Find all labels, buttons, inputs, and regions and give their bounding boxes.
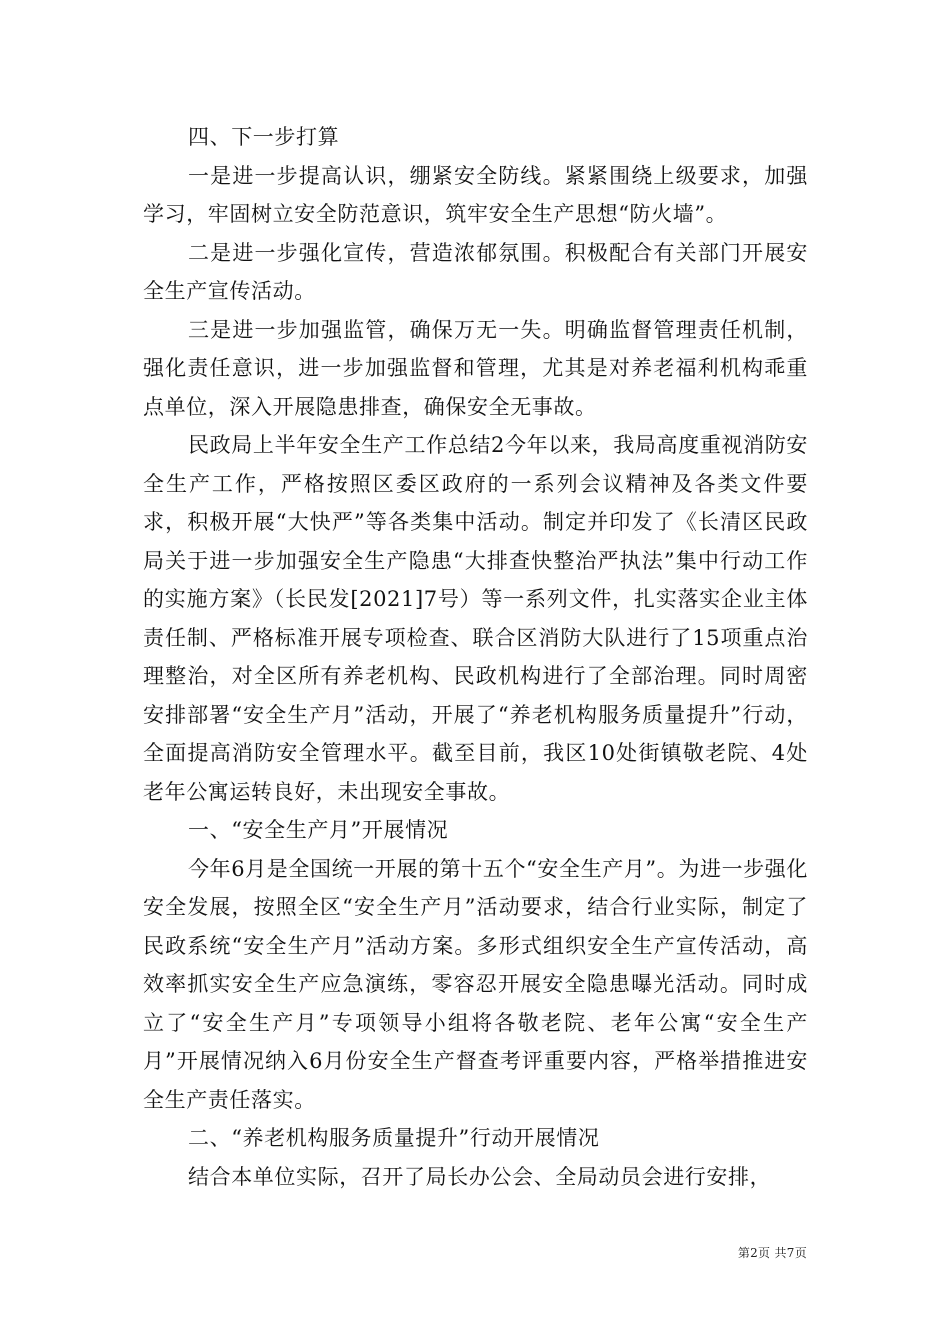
section-heading-next-steps: 四、下一步打算 bbox=[188, 125, 340, 149]
section-heading-safety-month: 一、“安全生产月”开展情况 bbox=[188, 818, 449, 842]
section-heading-service-quality: 二、“养老机构服务质量提升”行动开展情况 bbox=[188, 1126, 600, 1150]
document-body bbox=[143, 118, 808, 1196]
paragraph-safety-month: 今年6月是全国统一开展的第十五个“安全生产月”。为进一步强化安全发展，按照全区“安全生产月”活动要求，结合行业实际，制定了民政系统“安全生产月”活动方案。多形式组织安全生产宣传活动，高效率抓实安全生产应急演练，零容忍开展安全隐患曝光活动。同时成立了“安全生产月”专项领导小组将各敬老院、老年公寓“安全生产月”开展情况纳入6月份安全生产督查考评重要内容，严格举措推进安全生产责任落实。 bbox=[143, 856, 808, 1112]
paragraph-3: 三是进一步加强监管，确保万无一失。明确监督管理责任机制，强化责任意识，进一步加强监督和管理，尤其是对养老福利机构乖重点单位，深入开展隐患排查，确保安全无事故。 bbox=[143, 317, 808, 419]
paragraph-2: 二是进一步强化宣传，营造浓郁氛围。积极配合有关部门开展安全生产宣传活动。 bbox=[143, 240, 808, 303]
page-number: 第2页 共7页 bbox=[737, 1246, 807, 1260]
paragraph-summary: 民政局上半年安全生产工作总结2今年以来，我局高度重视消防安全生产工作，严格按照区委区政府的一系列会议精神及各类文件要求，积极开展“大快严”等各类集中活动。制定并印发了《长清区民政局关于进一步加强安全生产隐患“大排查快整治严执法”集中行动工作的实施方案》（长民发[2021]7号）等一系列文件，扎实落实企业主体责任制、严格标准开展专项检查、联合区消防大队进行了15项重点治理整治，对全区所有养老机构、民政机构进行了全部治理。同时周密安排部署“安全生产月”活动，开展了“养老机构服务质量提升”行动，全面提高消防安全管理水平。截至目前，我区10处街镇敬老院、4处老年公寓运转良好，未出现安全事故。 bbox=[143, 433, 808, 804]
paragraph-1: 一是进一步提高认识，绷紧安全防线。紧紧围绕上级要求，加强学习，牢固树立安全防范意识，筑牢安全生产思想“防火墙”。 bbox=[143, 163, 808, 226]
paragraph-service-quality: 结合本单位实际，召开了局长办公会、全局动员会进行安排， bbox=[188, 1164, 772, 1189]
